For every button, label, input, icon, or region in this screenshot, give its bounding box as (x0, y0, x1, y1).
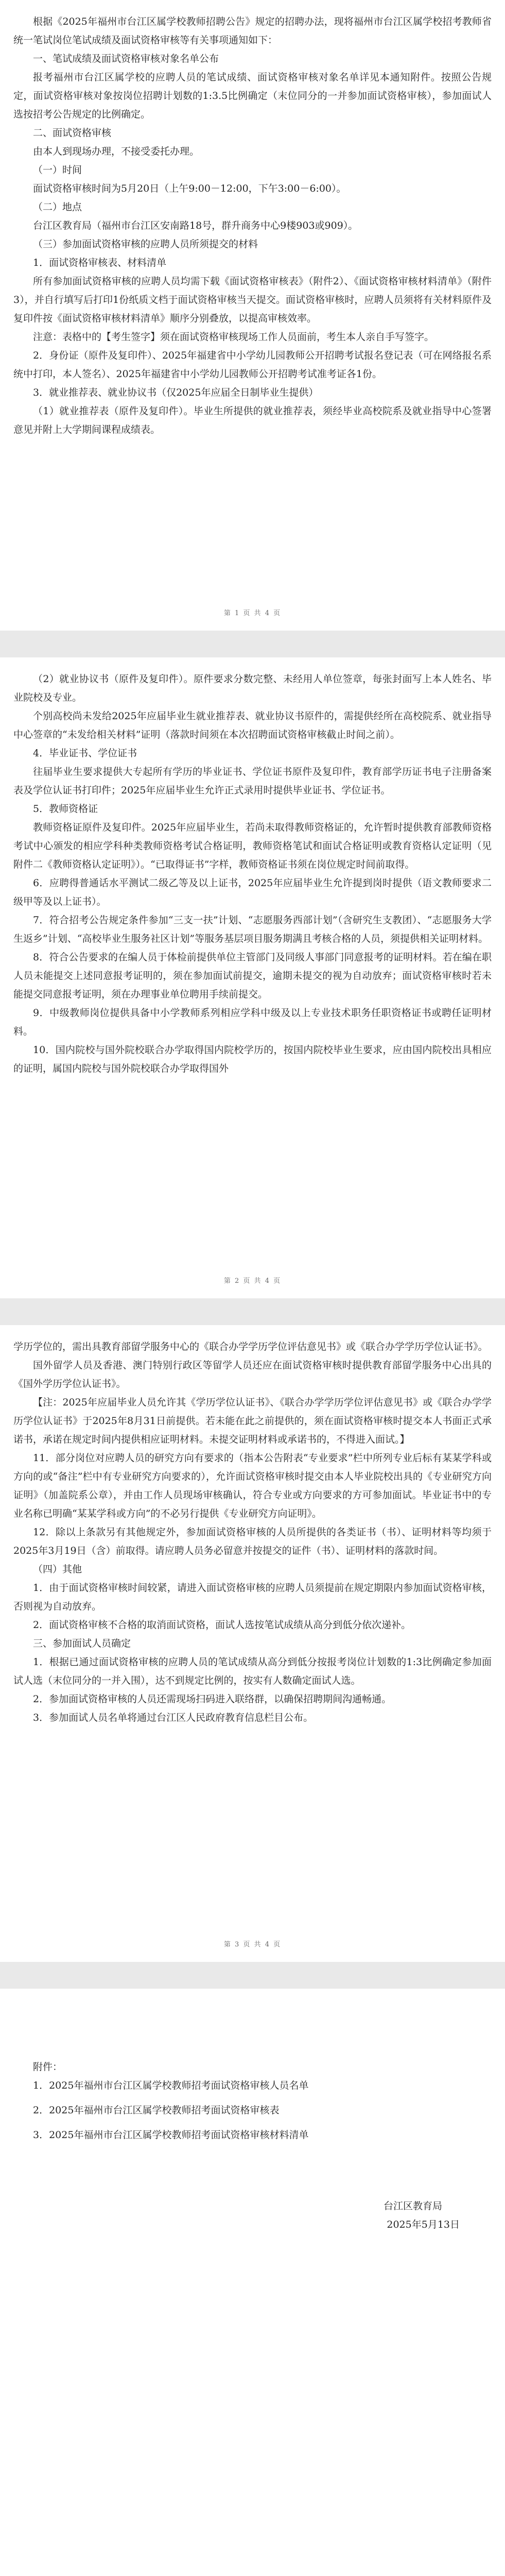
attachments-section (13, 2001, 492, 2144)
paragraph: 国外留学人员及香港、澳门特别行政区等留学人员还应在面试资格审核时提供教育部留学服务中心出具的《国外学历学位认证书》。 (13, 1360, 492, 1389)
paragraph: 由本人到现场办理，不接受委托办理。 (33, 146, 200, 157)
signature-date: 2025年5月13日 (387, 2219, 460, 2230)
paragraph: 10．国内院校与国外院校联合办学取得国内院校学历的，按国内院校毕业生要求，应由国内院校出具相应的证明，属国内院校与国外院校联合办学取得国外 (13, 1044, 492, 1074)
page-footer: 第 3 页 共 4 页 (223, 1941, 282, 1948)
paragraph: 4．毕业证书、学位证书 (33, 748, 137, 759)
paragraph: 3．就业推荐表、就业协议书（仅2025年应届全日制毕业生提供） (33, 387, 319, 398)
page-separator (0, 1298, 505, 1325)
paragraph: 8．符合公告要求的在编人员于体检前提供单位主管部门及同级人事部门同意报考的证明材料。若在编在职人员未能提交上述同意报考证明的，须在参加面试前提交，逾期未提交的视为自动放弃；面试资格审核时若未能提交同意报考证明，须在办理事业单位聘用手续前提交。 (13, 952, 492, 1000)
page-separator (0, 631, 505, 657)
paragraph: 11．部分岗位对应聘人员的研究方向有要求的（指本公告附表“专业要求”栏中所列专业后标有某某学科或方向的或“备注”栏中有专业研究方向要求的），允许面试资格审核时提交由本人毕业院校出具的《专业研究方向证明》（加盖院系公章），并由工作人员现场审核确认，符合专业或方向要求的方可参加面试。毕业证书中的专业名称已明确“某某学科或方向”的不必另行提供《专业研究方向证明》。 (13, 1452, 492, 1519)
page-footer: 第 2 页 共 4 页 (223, 1277, 282, 1285)
section-heading: 二、面试资格审核 (33, 127, 112, 139)
subheading: （一）时间 (33, 164, 82, 176)
paragraph: 学历学位的，需出具教育部留学服务中心的《联合办学学历学位评估意见书》或《联合办学学历学位认证书》。 (13, 1341, 488, 1352)
paragraph: 台江区教育局（福州市台江区安南路18号，群升商务中心9楼903或909）。 (33, 220, 358, 231)
paragraph: 所有参加面试资格审核的应聘人员均需下载《面试资格审核表》（附件2）、《面试资格审核材料清单》（附件3），并自行填写后打印1份纸质文档于面试资格审核当天提交。面试资格审核时，应聘人员须将有关材料原件及复印件按《面试资格审核材料清单》顺序分别叠放，以提高审核效率。 (13, 276, 492, 324)
attachment-item: 3．2025年福州市台江区属学校教师招考面试资格审核材料清单 (33, 2129, 309, 2141)
page-3 (0, 1325, 505, 1962)
paragraph: 2．参加面试资格审核的人员还需现场扫码进入联络群，以确保招聘期间沟通畅通。 (33, 1693, 392, 1705)
signature-org: 台江区教育局 (383, 2200, 442, 2212)
page-1 (0, 0, 505, 631)
paragraph: 教师资格证原件及复印件。2025年应届毕业生，若尚未取得教师资格证的，允许暂时提供教育部教师资格考试中心颁发的相应学科种类教师资格考试合格证明，教师资格笔试和面试合格证明或教育资格认定证明（见附件二《教师资格认定证明》）。“已取得证书”字样，教师资格证书须在岗位规定时间前取得。 (13, 822, 492, 870)
paragraph: 2．身份证（原件及复印件）、2025年福建省中小学幼儿园教师公开招聘考试报名登记表（可在网络报名系统中打印，本人签名）、2025年福建省中小学幼儿园教师公开招聘考试准考证各1份。 (13, 350, 492, 380)
paragraph: 【注：2025年应届毕业人员允许其《学历学位认证书》、《联合办学学历学位评估意见书》或《联合办学学历学位认证书》于2025年8月31日前提供。若未能在此之前提供的，须在面试资格审核时提交本人书面正式承诺书，承诺在规定时间内提供相应证明材料。未提交证明材料或承诺书的，不得进入面试。】 (13, 1397, 492, 1445)
paragraph: 根据《2025年福州市台江区属学校教师招聘公告》规定的招聘办法，现将福州市台江区属学校招考教师省统一笔试岗位笔试成绩及面试资格审核等有关事项通知如下： (13, 16, 492, 46)
paragraph: 6．应聘得普通话水平测试二级乙等及以上证书，2025年应届毕业生允许提到岗时提供（语文教师要求二级甲等及以上证书）。 (13, 877, 492, 907)
paragraph: （2）就业协议书（原件及复印件）。原件要求分数完整、未经用人单位签章，每张封面写上本人姓名、毕业院校及专业。 (13, 673, 492, 703)
paragraph: 7．符合招考公告规定条件参加“三支一扶”计划、“志愿服务西部计划”（含研究生支教团）、“志愿服务大学生返乡”计划、“高校毕业生服务社区计划”等服务基层项目服务期满且考核合格的人员，须提供相关证明材料。 (13, 914, 492, 944)
attachments-heading: 附件： (33, 2061, 63, 2073)
paragraph: 1．由于面试资格审核时间较紧，请进入面试资格审核的应聘人员须提前在规定期限内参加面试资格审核，否则视为自动放弃。 (13, 1582, 492, 1612)
paragraph: 1．面试资格审核表、材料清单 (33, 257, 167, 268)
paragraph: 3．参加面试人员名单将通过台江区人民政府教育信息栏目公布。 (33, 1712, 314, 1723)
paragraph: 2．面试资格审核不合格的取消面试资格，面试人选按笔试成绩从高分到低分依次递补。 (33, 1619, 411, 1631)
paragraph: 报考福州市台江区属学校的应聘人员的笔试成绩、面试资格审核对象名单详见本通知附件。按照公告规定，面试资格审核对象按岗位招聘计划数的1:3.5比例确定（末位同分的一并参加面试资格审核），参加面试人选按招考公告规定的比例确定。 (13, 72, 492, 120)
paragraph: 注意：表格中的【考生签字】须在面试资格审核现场工作人员面前，考生本人亲自手写签字。 (33, 331, 434, 343)
page-footer: 第 1 页 共 4 页 (223, 609, 282, 617)
page-4 (0, 1989, 505, 2576)
page-separator (0, 1962, 505, 1989)
paragraph: 5．教师资格证 (33, 803, 98, 815)
subheading: （二）地点 (33, 201, 82, 213)
paragraph: （1）就业推荐表（原件及复印件）。毕业生所提供的就业推荐表，须经毕业高校院系及就业指导中心签署意见并附上大学期间课程成绩表。 (13, 405, 492, 435)
attachment-item: 1．2025年福州市台江区属学校教师招考面试资格审核人员名单 (33, 2080, 309, 2091)
paragraph: 9．中级教师岗位提供具备中小学教师系列相应学科中级及以上专业技术职务任职资格证书或聘任证明材料。 (13, 1007, 492, 1037)
paragraph: 12．除以上条款另有其他规定外，参加面试资格审核的人员所提供的各类证书（书）、证明材料等均须于2025年3月19日（含）前取得。请应聘人员务必留意并按提交的证件（书）、证明材料的落款时间。 (13, 1527, 492, 1556)
subheading: （四）其他 (33, 1564, 82, 1575)
section-heading: 一、笔试成绩及面试资格审核对象名单公布 (33, 53, 219, 64)
paragraph: 往届毕业生要求提供大专起所有学历的毕业证书、学位证书原件及复印件，教育部学历证书电子注册备案表及学位认证书打印件；2025年应届毕业生允许正式录用时提供毕业证书、学位证书。 (13, 766, 492, 796)
section-heading: 三、参加面试人员确定 (33, 1638, 131, 1649)
attachment-item: 2．2025年福州市台江区属学校教师招考面试资格审核表 (33, 2105, 280, 2116)
subheading: （三）参加面试资格审核的应聘人员所须提交的材料 (33, 239, 258, 250)
page-2 (0, 657, 505, 1298)
paragraph: 个别高校尚未发给2025年应届毕业生就业推荐表、就业协议书原件的，需提供经所在高校院系、就业指导中心签章的“未发给相关材料”证明（落款时间须在本次招聘面试资格审核截止时间之前）。 (13, 710, 492, 740)
paragraph: 面试资格审核时间为5月20日（上午9:00－12:00，下午3:00－6:00）。 (33, 183, 346, 194)
paragraph: 1．根据已通过面试资格审核的应聘人员的笔试成绩从高分到低分按报考岗位计划数的1:3比例确定参加面试人选（末位同分的一并入围），达不到规定比例的，按实有人数确定面试人选。 (13, 1656, 492, 1686)
